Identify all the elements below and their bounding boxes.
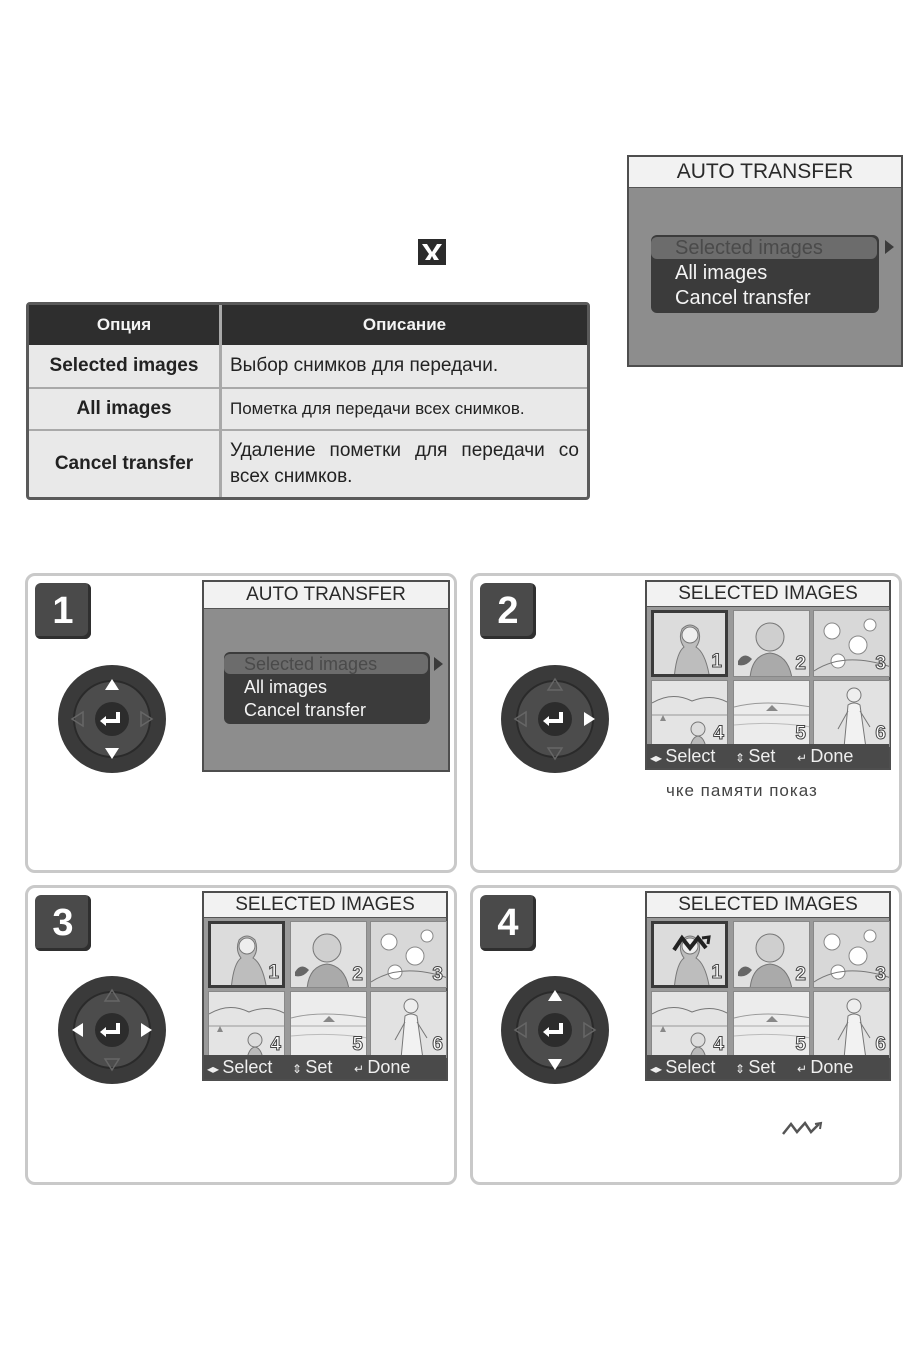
- thumbnail-number: 3: [875, 964, 886, 985]
- step-panel-3: [25, 885, 457, 1185]
- image-thumbnail[interactable]: [651, 991, 728, 1058]
- screen-title: AUTO TRANSFER: [204, 582, 448, 609]
- set-label: Set: [748, 1057, 776, 1077]
- table-cell-description: Выбор снимков для передачи.: [230, 355, 499, 376]
- selected-images-screen: [645, 891, 891, 1081]
- thumbnail-number: 6: [875, 723, 886, 744]
- done-glyph-icon: ↵: [354, 1062, 368, 1076]
- done-label: Done: [810, 1057, 854, 1077]
- set-hint: [735, 1055, 775, 1081]
- done-hint: [797, 1055, 853, 1081]
- menu-item-selected-images[interactable]: Selected images: [651, 237, 877, 259]
- image-thumbnail[interactable]: [370, 921, 447, 988]
- body-text: чке памяти показ: [666, 781, 818, 800]
- thumbnail-number: 5: [352, 1034, 363, 1055]
- done-hint: [797, 744, 853, 770]
- select-glyph-icon: ◂▸: [207, 1062, 223, 1076]
- thumbnail-number: 2: [795, 964, 806, 985]
- thumbnail-number: 2: [352, 964, 363, 985]
- right-arrow-icon: [434, 657, 443, 671]
- selected-images-screen: [645, 580, 891, 770]
- screen-help-bar: [647, 1055, 889, 1079]
- done-label: Done: [367, 1057, 411, 1077]
- screen-title: SELECTED IMAGES: [647, 893, 889, 918]
- selected-images-screen: [202, 891, 448, 1081]
- screen-title: AUTO TRANSFER: [629, 157, 901, 188]
- menu-list: [651, 235, 879, 313]
- table-cell-description: Пометка для передачи всех снимков.: [230, 399, 525, 418]
- table-header-option: Опция: [29, 305, 219, 345]
- table-cell-description: Удаление пометки для передачи со всех снимков.: [230, 440, 579, 487]
- image-thumbnail[interactable]: [813, 680, 890, 747]
- set-hint: [735, 744, 775, 770]
- image-thumbnail[interactable]: [733, 610, 810, 677]
- screen-help-bar: [204, 1055, 446, 1079]
- set-glyph-icon: ⇕: [292, 1062, 306, 1076]
- screen-title: SELECTED IMAGES: [647, 582, 889, 607]
- image-thumbnail[interactable]: [733, 680, 810, 747]
- thumbnail-number: 3: [432, 964, 443, 985]
- thumbnail-number: 6: [875, 1034, 886, 1055]
- select-glyph-icon: ◂▸: [650, 751, 666, 765]
- image-thumbnail[interactable]: [651, 921, 728, 988]
- options-table: [26, 302, 590, 500]
- thumbnail-number: 3: [875, 653, 886, 674]
- multi-selector-icon[interactable]: [499, 663, 611, 775]
- table-cell-option: All images: [76, 398, 172, 419]
- select-glyph-icon: ◂▸: [650, 1062, 666, 1076]
- thumbnail-number: 6: [432, 1034, 443, 1055]
- thumbnail-number: 4: [713, 1034, 724, 1055]
- image-thumbnail[interactable]: [208, 921, 285, 988]
- menu-item-selected-images[interactable]: Selected images: [224, 654, 428, 674]
- select-hint: [650, 744, 715, 770]
- select-label: Select: [665, 1057, 716, 1077]
- step-panel-2: [470, 573, 902, 873]
- done-glyph-icon: ↵: [797, 1062, 811, 1076]
- step-panel-1: [25, 573, 457, 873]
- screen-title: SELECTED IMAGES: [204, 893, 446, 918]
- step-number: 2: [480, 583, 536, 639]
- menu-item-all-images[interactable]: All images: [675, 262, 768, 284]
- thumbnail-number: 4: [713, 723, 724, 744]
- step-number: 1: [35, 583, 91, 639]
- right-arrow-icon: [885, 240, 894, 254]
- image-thumbnail[interactable]: [651, 610, 728, 677]
- thumbnail-number: 1: [268, 962, 279, 983]
- set-hint: [292, 1055, 332, 1081]
- set-glyph-icon: ⇕: [735, 1062, 749, 1076]
- step-number: 4: [480, 895, 536, 951]
- menu-list: [224, 652, 430, 724]
- image-thumbnail[interactable]: [370, 991, 447, 1058]
- image-thumbnail[interactable]: [733, 991, 810, 1058]
- auto-transfer-screen: [202, 580, 450, 772]
- multi-selector-icon[interactable]: [56, 663, 168, 775]
- done-hint: [354, 1055, 410, 1081]
- thumbnail-number: 1: [711, 651, 722, 672]
- multi-selector-icon[interactable]: [499, 974, 611, 1086]
- transfer-mark-icon: [781, 1120, 829, 1143]
- table-cell-option: Cancel transfer: [54, 453, 194, 474]
- image-thumbnail[interactable]: [290, 921, 367, 988]
- screen-help-bar: [647, 744, 889, 768]
- thumbnail-number: 2: [795, 653, 806, 674]
- auto-transfer-screen: [627, 155, 903, 367]
- set-label: Set: [748, 746, 776, 766]
- set-glyph-icon: ⇕: [735, 751, 749, 765]
- thumbnail-number: 5: [795, 1034, 806, 1055]
- multi-selector-icon[interactable]: [56, 974, 168, 1086]
- camera-ref-icon: [417, 238, 447, 266]
- image-thumbnail[interactable]: [733, 921, 810, 988]
- menu-item-all-images[interactable]: All images: [244, 677, 328, 697]
- image-thumbnail[interactable]: [813, 921, 890, 988]
- select-hint: [207, 1055, 272, 1081]
- select-label: Select: [665, 746, 716, 766]
- table-cell-option: Selected images: [49, 355, 199, 376]
- select-hint: [650, 1055, 715, 1081]
- thumbnail-number: 5: [795, 723, 806, 744]
- thumbnail-number: 1: [711, 962, 722, 983]
- menu-item-cancel-transfer[interactable]: Cancel transfer: [675, 287, 811, 309]
- step-panel-4: [470, 885, 902, 1185]
- thumbnail-number: 4: [270, 1034, 281, 1055]
- image-thumbnail[interactable]: [290, 991, 367, 1058]
- select-label: Select: [222, 1057, 273, 1077]
- set-label: Set: [305, 1057, 333, 1077]
- done-glyph-icon: ↵: [797, 751, 811, 765]
- done-label: Done: [810, 746, 854, 766]
- image-thumbnail[interactable]: [813, 991, 890, 1058]
- step-number: 3: [35, 895, 91, 951]
- table-header-description: Описание: [222, 305, 587, 345]
- image-thumbnail[interactable]: [813, 610, 890, 677]
- menu-item-cancel-transfer[interactable]: Cancel transfer: [244, 700, 367, 720]
- image-thumbnail[interactable]: [651, 680, 728, 747]
- image-thumbnail[interactable]: [208, 991, 285, 1058]
